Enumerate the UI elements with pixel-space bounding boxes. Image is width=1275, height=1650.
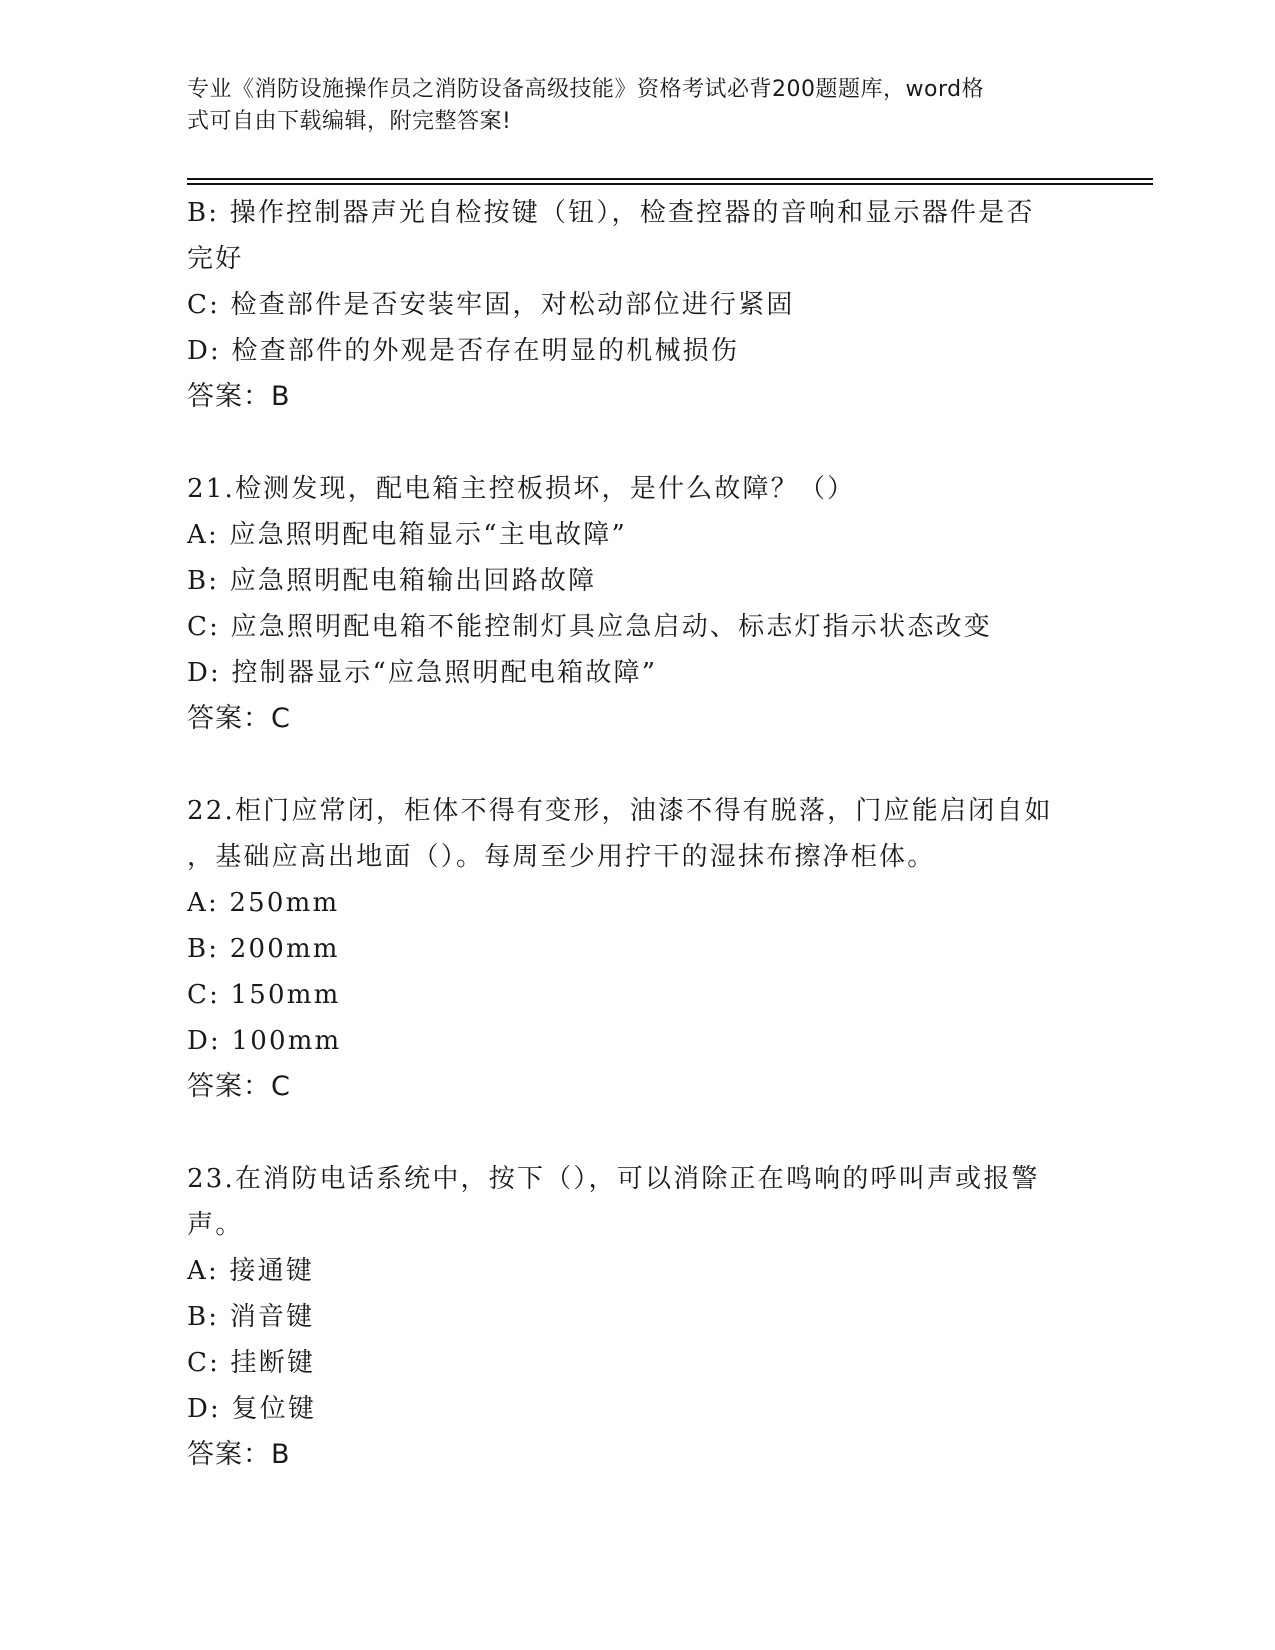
option-c: C: 应急照明配电箱不能控制灯具应急启动、标志灯指示状态改变	[187, 612, 992, 642]
option-b: B: 消音键	[187, 1302, 315, 1332]
header-line-2: 式可自由下载编辑，附完整答案!	[187, 109, 512, 134]
question-text: 22.柜门应常闭，柜体不得有变形，油漆不得有脱落，门应能启闭自如	[187, 796, 1053, 826]
answer: 答案：B	[187, 381, 291, 412]
question-block-23	[187, 1156, 1087, 1478]
question-block-20	[187, 190, 1087, 420]
option-d: D: 控制器显示“应急照明配电箱故障”	[187, 658, 658, 688]
option-b-continued: 完好	[187, 244, 244, 274]
header-rule-bottom	[187, 183, 1153, 185]
option-a: A: 接通键	[187, 1256, 315, 1286]
option-d: D: 100mm	[187, 1026, 342, 1056]
option-a: A: 250mm	[187, 888, 340, 918]
header-rule-top	[187, 178, 1153, 180]
answer: 答案：C	[187, 1071, 291, 1102]
question-text-continued: ，基础应高出地面（）。每周至少用拧干的湿抹布擦净柜体。	[187, 842, 936, 872]
answer: 答案：C	[187, 703, 291, 734]
question-text-continued: 声。	[187, 1210, 244, 1240]
question-block-22	[187, 788, 1087, 1110]
question-content	[187, 190, 1087, 1524]
question-text: 21.检测发现，配电箱主控板损坏，是什么故障？（）	[187, 474, 856, 504]
option-c: C: 挂断键	[187, 1348, 316, 1378]
answer: 答案：B	[187, 1439, 291, 1470]
option-b: B: 200mm	[187, 934, 340, 964]
question-text: 23.在消防电话系统中，按下（），可以消除正在鸣响的呼叫声或报警	[187, 1164, 1040, 1194]
option-d: D: 检查部件的外观是否存在明显的机械损伤	[187, 336, 740, 366]
option-c: C: 150mm	[187, 980, 341, 1010]
question-block-21	[187, 466, 1087, 742]
option-c: C: 检查部件是否安装牢固，对松动部位进行紧固	[187, 290, 795, 320]
option-b: B: 操作控制器声光自检按键（钮），检查控器的音响和显示器件是否	[187, 198, 1035, 228]
header-line-1: 专业《消防设施操作员之消防设备高级技能》资格考试必背200题题库，word格	[187, 77, 985, 102]
document-header	[187, 74, 1067, 138]
option-b: B: 应急照明配电箱输出回路故障	[187, 566, 597, 596]
option-d: D: 复位键	[187, 1394, 317, 1424]
option-a: A: 应急照明配电箱显示“主电故障”	[187, 520, 627, 550]
